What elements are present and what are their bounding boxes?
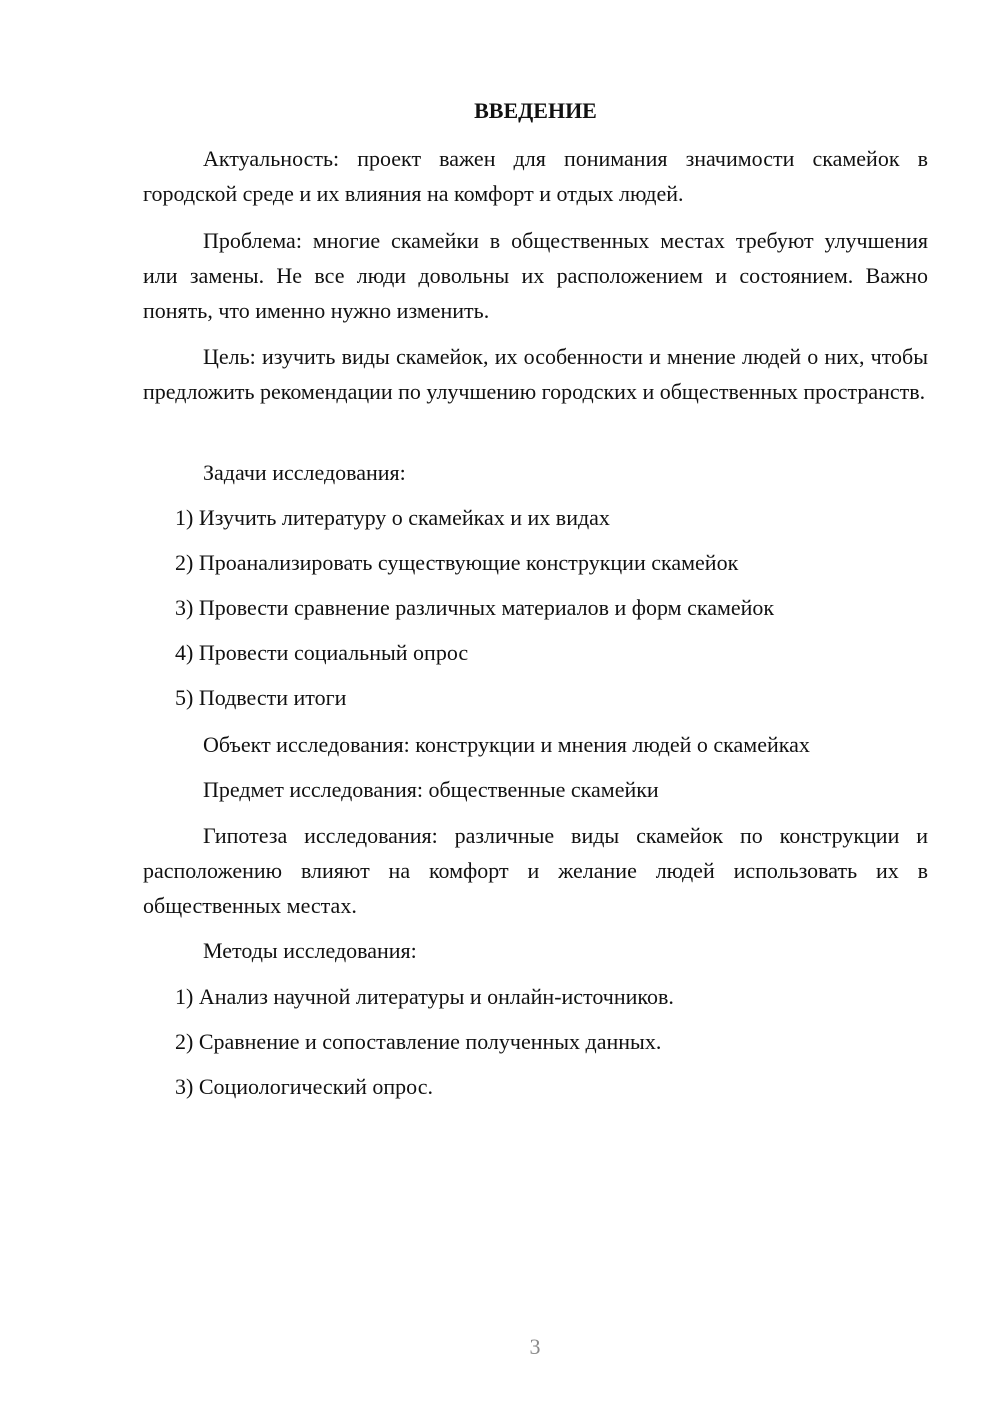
goal-paragraph: Цель: изучить виды скамейок, их особенности и мнение людей о них, чтобы предложить рекомендации по улучшению городских и общественных пространств. <box>143 344 928 404</box>
method-item: 3) Социологический опрос. <box>175 1074 433 1099</box>
method-item: 2) Сравнение и сопоставление полученных данных. <box>175 1029 662 1054</box>
task-item: 1) Изучить литературу о скамейках и их видах <box>175 505 610 530</box>
page-title: ВВЕДЕНИЕ <box>474 98 597 123</box>
object-paragraph: Объект исследования: конструкции и мнения людей о скамейках <box>203 732 810 757</box>
task-item: 2) Проанализировать существующие конструкции скамейок <box>175 550 739 575</box>
page-number: 3 <box>529 1334 541 1359</box>
subject-paragraph: Предмет исследования: общественные скамейки <box>203 777 659 802</box>
tasks-heading: Задачи исследования: <box>203 460 406 485</box>
task-item: 5) Подвести итоги <box>175 685 347 710</box>
task-item: 3) Провести сравнение различных материалов и форм скамейок <box>175 595 775 620</box>
task-item: 4) Провести социальный опрос <box>175 640 469 665</box>
hypothesis-paragraph: Гипотеза исследования: различные виды скамейок по конструкции и расположению влияют на комфорт и желание людей использовать их в общественных местах. <box>143 823 928 918</box>
methods-heading: Методы исследования: <box>203 938 417 963</box>
relevance-paragraph: Актуальность: проект важен для понимания значимости скамейок в городской среде и их влияния на комфорт и отдых людей. <box>143 146 928 206</box>
method-item: 1) Анализ научной литературы и онлайн-источников. <box>175 984 674 1009</box>
problem-paragraph: Проблема: многие скамейки в общественных местах требуют улучшения или замены. Не все люди довольны их расположением и состоянием. Важно понять, что именно нужно изменить. <box>143 228 928 323</box>
